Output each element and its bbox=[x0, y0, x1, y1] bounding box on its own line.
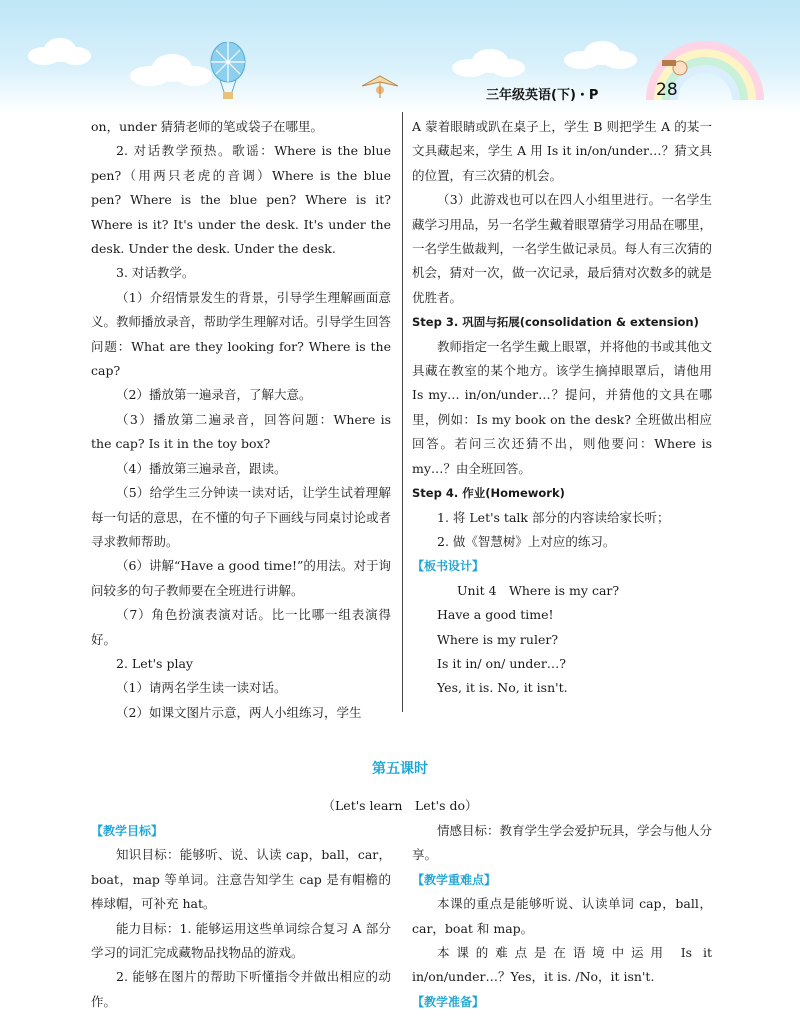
paragraph: 2. 能够在图片的帮助下听懂指令并做出相应的动作。 bbox=[91, 969, 391, 1009]
paragraph: （6）讲解“Have a good time!”的用法。对于询问较多的句子教师要在全班进行讲解。 bbox=[91, 558, 391, 598]
paragraph: （2）如课文图片示意，两人小组练习，学生 bbox=[116, 704, 362, 720]
cloud-icon bbox=[560, 40, 640, 70]
paragraph: 2. 对话教学预热。歌谣：Where is the blue pen?（用两只老虎的音调）Where is the blue pen? Where is the blue pen? Where is it? Where is it? It's under the desk. It's under the desk. Under the desk. Under the desk. bbox=[91, 143, 391, 257]
page-header-banner bbox=[0, 0, 800, 112]
board-line: Yes, it is. No, it isn't. bbox=[437, 680, 568, 696]
paragraph: 本课的难点是在语境中运用 Is it in/on/under…？Yes，it is. /No，it isn't. bbox=[412, 945, 712, 985]
cloud-icon bbox=[126, 52, 216, 88]
step-heading: Step 3. 巩固与拓展(consolidation & extension) bbox=[412, 315, 699, 330]
paragraph: 知识目标：能够听、说、认读 cap，ball，car，boat，map 等单词。注意告知学生 cap 是有帽檐的棒球帽，可补充 hat。 bbox=[91, 847, 391, 912]
bottom-left-column bbox=[91, 819, 391, 1014]
book-title: 三年级英语(下)・P bbox=[486, 88, 599, 103]
board-line: Where is my ruler? bbox=[437, 631, 559, 647]
paragraph: （1）请两名学生读一读对话。 bbox=[116, 680, 287, 696]
cloud-icon bbox=[24, 36, 94, 66]
hot-air-balloon-icon bbox=[208, 42, 248, 102]
lesson-subtitle: （Let's learn Let's do） bbox=[322, 798, 478, 813]
bottom-right-column bbox=[412, 819, 712, 1014]
board-line: Have a good time! bbox=[437, 607, 554, 623]
paragraph: 3. 对话教学。 bbox=[116, 265, 195, 281]
hang-glider-icon bbox=[360, 72, 400, 102]
paragraph: 本课的重点是能够听说、认读单词 cap，ball，car，boat 和 map。 bbox=[412, 896, 712, 936]
lesson-title: 第五课时 bbox=[372, 761, 428, 777]
right-column bbox=[412, 115, 712, 701]
board-line: Is it in/ on/ under…? bbox=[437, 655, 566, 671]
board-line: Unit 4 Where is my car? bbox=[457, 582, 620, 598]
column-divider bbox=[402, 112, 403, 712]
paragraph: 能力目标：1. 能够运用这些单词综合复习 A 部分学习的词汇完成藏物品找物品的游戏。 bbox=[91, 920, 391, 961]
paragraph: （5）给学生三分钟读一读对话，让学生试着理解每一句话的意思，在不懂的句子下画线与同桌讨论或者寻求教师帮助。 bbox=[91, 485, 392, 549]
section-tag: 【教学目标】 bbox=[91, 824, 164, 838]
paragraph: （4）播放第三遍录音，跟读。 bbox=[116, 460, 287, 476]
homework-item: 2. 做《智慧树》上对应的练习。 bbox=[437, 533, 616, 549]
section-tag: 【教学准备】 bbox=[412, 994, 485, 1009]
paragraph: 情感目标：教育学生学会爱护玩具，学会与他人分享。 bbox=[412, 823, 713, 863]
paragraph: on，under 猜猜老师的笔或袋子在哪里。 bbox=[91, 119, 324, 134]
cloud-icon bbox=[448, 48, 528, 78]
paragraph: （3）播放第二遍录音，回答问题：Where is the cap? Is it in the toy box? bbox=[91, 411, 391, 452]
paragraph: （7）角色扮演表演对话。比一比哪一组表演得好。 bbox=[91, 607, 391, 647]
page-number: 28 bbox=[656, 80, 678, 100]
left-column bbox=[91, 115, 391, 725]
paragraph: 2. Let's play bbox=[116, 655, 193, 671]
paragraph: （2）播放第一遍录音，了解大意。 bbox=[116, 387, 312, 403]
homework-item: 1. 将 Let's talk 部分的内容读给家长听； bbox=[437, 509, 670, 525]
paragraph: 教师指定一名学生戴上眼罩，并将他的书或其他文具藏在教室的某个地方。该学生摘掉眼罩后，请他用 Is my… in/on/under…？提问，并猜他的文具在哪里，例如：Is my book on the desk? 全班做出相应回答。若问三次还猜不出，则他要问：Where is my…？由全班回答。 bbox=[412, 338, 713, 476]
step-heading: Step 4. 作业(Homework) bbox=[412, 486, 565, 501]
section-tag: 【教学重难点】 bbox=[412, 872, 497, 887]
paragraph: A 蒙着眼睛或趴在桌子上，学生 B 则把学生 A 的某一文具藏起来，学生 A 用 Is it in/on/under…？猜文具的位置，有三次猜的机会。 bbox=[412, 119, 712, 183]
section-tag: 【板书设计】 bbox=[412, 559, 485, 574]
paragraph: （1）介绍情景发生的背景，引导学生理解画面意义。教师播放录音，帮助学生理解对话。引导学生回答问题：What are they looking for? Where is the cap? bbox=[91, 289, 392, 379]
paragraph: （3）此游戏也可以在四人小组里进行。一名学生藏学习用品，另一名学生戴着眼罩猜学习用品在哪里，一名学生做裁判，一名学生做记录员。每人有三次猜的机会，猜对一次，做一次记录，最后猜对次数多的就是优胜者。 bbox=[412, 192, 713, 305]
